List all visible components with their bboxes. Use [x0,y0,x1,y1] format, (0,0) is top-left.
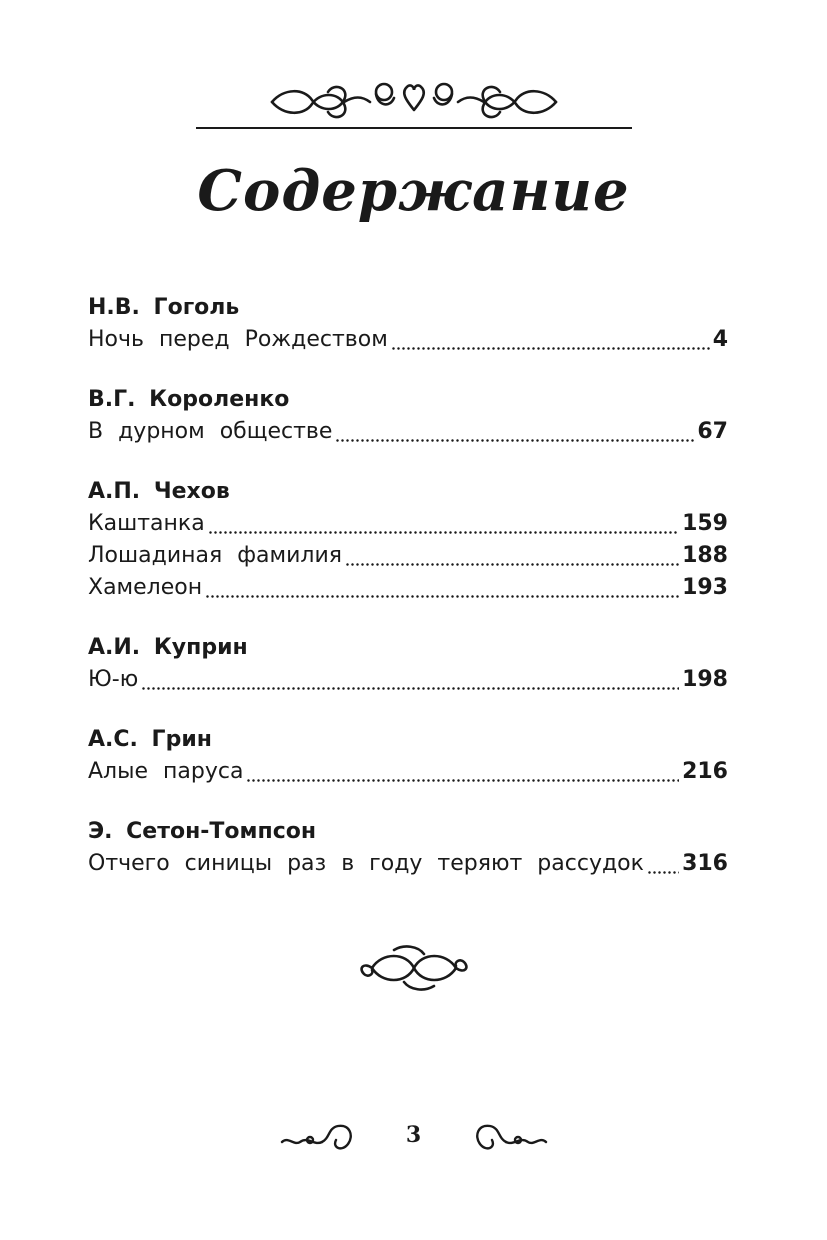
entry-title: Ночь перед Рождеством [88,327,388,352]
toc-section-kuprin [88,632,728,696]
toc-section-gogol [88,292,728,356]
entry-page: 193 [682,575,728,600]
page-title: Содержание [197,158,630,224]
toc-entry[interactable] [88,416,728,448]
author-name: А.И. Куприн [88,635,248,660]
toc-entry[interactable] [88,664,728,696]
author-name: Э. Сетон-Томпсон [88,819,317,844]
entry-page: 67 [697,419,728,444]
toc-entry[interactable] [88,572,728,604]
entry-title: Ю-ю [88,667,139,692]
toc-entry[interactable] [88,324,728,356]
author-name: Н.В. Гоголь [88,295,240,320]
top-flourish-ornament [0,70,827,140]
scroll-flourish-icon [354,942,474,994]
entry-page: 188 [682,543,728,568]
scroll-flourish-with-rule-icon [194,70,634,136]
dot-leader [246,777,679,783]
entry-page: 4 [712,327,728,352]
curl-right-icon [470,1120,550,1154]
page-footer [0,1112,827,1162]
page-number: 3 [405,1122,422,1148]
entry-title: Лошадиная фамилия [88,543,342,568]
author-name: В.Г. Короленко [88,387,290,412]
entry-title: Хамелеон [88,575,203,600]
toc-entry[interactable] [88,848,728,880]
toc-entry[interactable] [88,508,728,540]
entry-page: 159 [682,511,728,536]
toc-section-seton-thompson [88,816,728,880]
toc-section-chekhov [88,476,728,604]
dot-leader [205,593,679,599]
table-of-contents [88,292,728,908]
entry-title: В дурном обществе [88,419,333,444]
author-name: А.С. Грин [88,727,212,752]
toc-section-korolenko [88,384,728,448]
entry-page: 198 [682,667,728,692]
dot-leader [391,345,710,351]
dot-leader [345,561,679,567]
entry-title: Каштанка [88,511,205,536]
entry-page: 216 [682,759,728,784]
entry-title: Алые паруса [88,759,244,784]
dot-leader [208,529,679,535]
dot-leader [335,437,694,443]
toc-entry[interactable] [88,540,728,572]
entry-page: 316 [682,851,728,876]
toc-section-grin [88,724,728,788]
entry-title: Отчего синицы раз в году теряют рассудок [88,851,644,876]
middle-flourish-ornament [0,942,827,998]
dot-leader [647,869,679,875]
author-name: А.П. Чехов [88,479,230,504]
dot-leader [141,685,679,691]
toc-entry[interactable] [88,756,728,788]
